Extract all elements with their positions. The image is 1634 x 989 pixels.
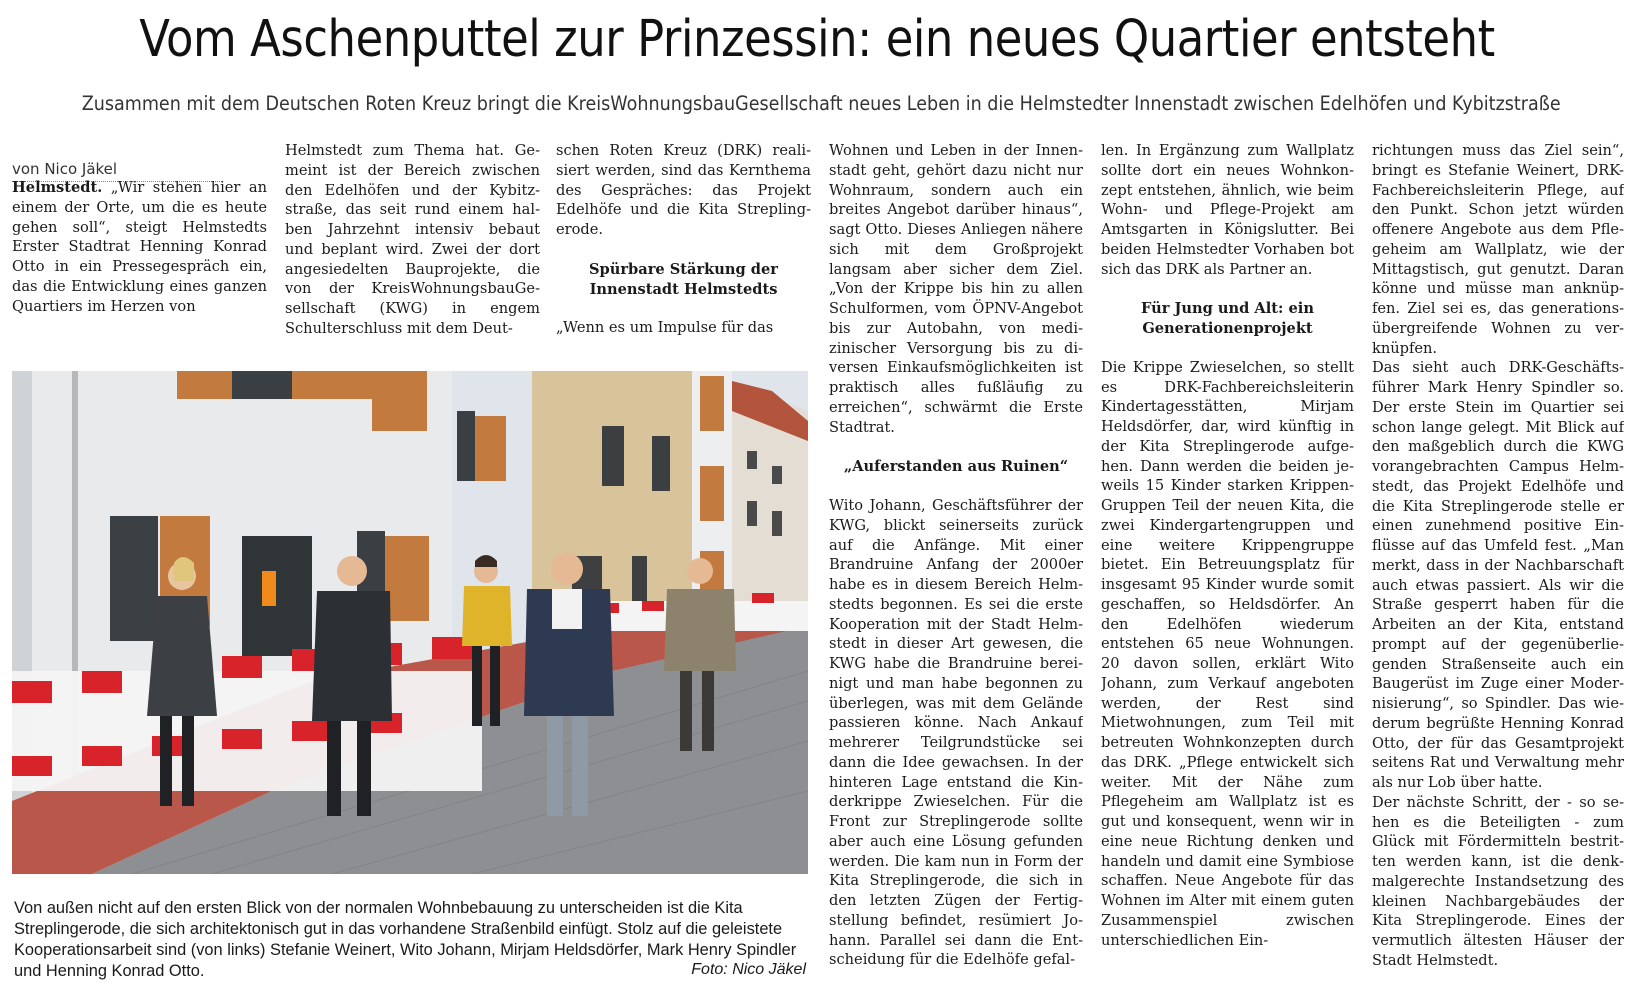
paragraph: Wohnen und Leben in der Innenstadt geht, gehört dazu nicht nur Wohnraum, sondern auch ein breites Angebot darüber hinaus“, sagt Otto. Dieses Anliegen nähere sich mit dem Großprojekt langsam aber sicher dem Ziel. „Von der Krippe bis hin zu allen Schulformen, vom ÖPNV-Angebot bis zur Autobahn, von medizinischer Versorgung bis zu diversen Einkaufsmöglichkeiten ist praktisch alles fußläufig zu erreichen“, schwärmt die Erste Stadtrat.: [829, 142, 1083, 436]
article-column-1: [12, 178, 267, 350]
article-column-5: [1101, 141, 1354, 981]
paragraph: len. In Ergänzung zum Wallplatz sollte dort ein neues Wohnkonzept entstehen, ähnlich, wie beim Wohn- und Pflege-Projekt am Amtsgarten in Königslutter. Bei beiden Helmstedter Vorhaben bot sich das DRK als Partner an.: [1101, 142, 1354, 278]
article-column-6: [1372, 141, 1624, 981]
photo-caption: Von außen nicht auf den ersten Blick von der normalen Wohnbebauung zu unterscheiden ist die Kita Streplingerode, die sich architektonisch gut in das vorhandene Straßenbild einfügt. Stolz auf die geleistete Kooperationsarbeit sind (von links) Stefanie Weinert, Wito Johann, Mirjam Heldsdörfer, Mark Henry Spindler und Henning Konrad Otto.: [14, 899, 797, 980]
paragraph: [12, 178, 267, 316]
paragraph: Die Krippe Zwieselchen, so stellt es DRK-Fachbereichsleiterin Kindertagesstätten, Mirjam Heldsdörfer, dar, wird künftig in der Kita Streplingerode aufgehen. Dann werden die beiden jeweils 15 Kinder starken Krippen-Gruppen Teil der neuen Kita, die zwei Kindergartengruppen und eine weitere Krippengruppe bietet. Ein Betreuungsplatz für insgesamt 95 Kinder wurde somit geschaffen, so Heldsdörfer. An den Edelhöfen wiederum entstehen 65 neue Wohnungen. 20 davon sollen, erklärt Wito Johann, zum Verkauf angeboten werden, der Rest sind Mietwohnungen, zum Teil mit betreuten Wohnkonzepten durch das DRK. „Pflege entwickelt sich weiter. Mit der Nähe zum Pflegeheim am Wallplatz ist es gut und konsequent, wenn wir in eine neue Richtung denken und handeln und damit eine Symbiose schaffen. Neue Angebote für das Wohnen im Alter mit einem guten Zusammenspiel zwischen unterschiedlichen Ein-: [1101, 358, 1354, 949]
article-column-3: [556, 141, 811, 351]
photo-credit: Foto: Nico Jäkel: [691, 961, 806, 978]
headline: Vom Aschenputtel zur Prinzessin: ein neues Quartier entsteht: [139, 10, 1495, 69]
subheading: „Auferstanden aus Ruinen“: [843, 458, 1069, 476]
article-column-2: [285, 141, 540, 351]
paragraph: Das sieht auch DRK-Geschäftsführer Mark Henry Spindler so. Der erste Stein im Quartier sei schon lange gelegt. Mit Blick auf den maßgeblich durch die KWG vorangebrachten Campus Helmstedt, das Projekt Edelhöfe und die Kita Streplingerode stelle er einen zunehmend positive Einflüsse auf das Umfeld fest. „Man merkt, dass in der Nachbarschaft auch etwas passiert. Als wir die Straße gesperrt haben für die Arbeiten an der Kita, entstand prompt auf der gegenüberliegenden Straßenseite auch ein Baugerüst im Zuge einer Modernisierung“, so Spindler. Das wiederum begrüßte Henning Konrad Otto, der für das Gesamtprojekt seitens Rat und Verwaltung mehr als nur Lob über hatte.: [1372, 359, 1624, 791]
paragraph: richtungen muss das Ziel sein“, bringt es Stefanie Weinert, DRK-Fachbereichsleiterin Pflege, auf den Punkt. Schon jetzt würden offenere Angebote aus dem Pflegeheim am Wallplatz, wie der Mittagstisch, gut genutzt. Daran könne und müsse man anknüpfen. Ziel sei es, das generationsübergreifende Wohnen zu verknüpfen.: [1372, 142, 1624, 357]
paragraph: Helmstedt zum Thema hat. Gemeint ist der Bereich zwischen den Edelhöfen und der Kybitzstraße, das seit rund einem halben Jahrzehnt intensiv bebaut und beplant wird. Zwei der dort angesiedelten Bauprojekte, die von der KreisWohnungsbauGesellschaft (KWG) in engem Schulterschluss mit dem Deut-: [285, 142, 540, 337]
subheading: Spürbare Stärkung der Innenstadt Helmstedts: [589, 260, 778, 298]
article-photo: [12, 371, 808, 874]
dateline: Helmstedt.: [12, 179, 103, 196]
paragraph: schen Roten Kreuz (DRK) realisiert werden, sind das Kernthema des Gespräches: das Projekt Edelhöfe und die Kita Streplingerode.: [556, 142, 811, 238]
paragraph: Der nächste Schritt, der - so sehen es die Beteiligten - zum Glück mit Fördermitteln bestritten werden kann, ist die denkmalgerechte Instandsetzung des kleinen Nachbargebäudes der Kita Streplingerode. Eines der vermutlich ältesten Häuser der Stadt Helmstedt.: [1372, 793, 1624, 969]
street-scene-image: [12, 371, 808, 874]
subheading: Für Jung und Alt: ein Generationenprojekt: [1141, 300, 1314, 337]
byline: von Nico Jäkel: [12, 160, 222, 182]
paragraph: „Wenn es um Impulse für das: [556, 319, 774, 337]
article-column-4: [829, 141, 1083, 981]
paragraph: Wito Johann, Geschäftsführer der KWG, blickt seinerseits zurück auf die Anfänge. Mit einer Brandruine Anfang der 2000er habe es in diesem Bereich Helmstedts begonnen. Es sei die erste Kooperation mit der Stadt Helmstedt in dieser Art gewesen, die KWG habe die Brandruine bereinigt und man habe begonnen zu überlegen, was mit dem Gelände passieren könne. Nach Ankauf mehrerer Teilgrundstücke sei dann die Idee gewachsen. In der hinteren Lage entstand die Kinderkrippe Zwieselchen. Für die Front zur Streplingerode sollte aber auch eine Lösung gefunden werden. Die kam nun in Form der Kita Streplingerode, die sich in den letzten Zügen der Fertigstellung befindet, resümiert Johann. Parallel sei dann die Entscheidung für die Edelhöfe gefal-: [829, 497, 1083, 969]
subline: Zusammen mit dem Deutschen Roten Kreuz bringt die KreisWohnungsbauGesellschaft neues Leben in die Helmstedter Innenstadt zwischen Edelhöfen und Kybitzstraße: [81, 92, 1561, 115]
paragraph-text: „Wir stehen hier an einem der Orte, um die es heute gehen soll“, steigt Helmstedts Erster Stadtrat Henning Konrad Otto in ein Pressegespräch ein, das die Entwicklung eines ganzen Quartiers im Herzen von: [12, 179, 267, 315]
